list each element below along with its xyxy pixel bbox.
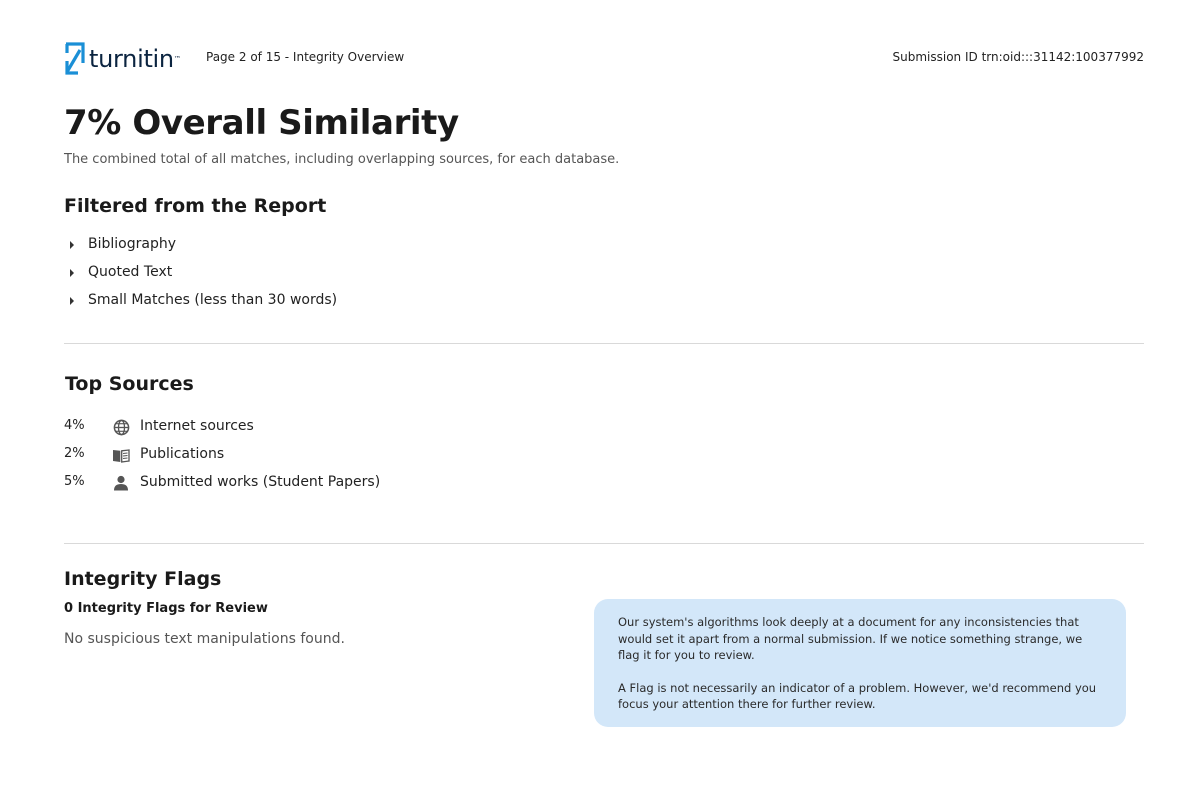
filtered-item-label: Quoted Text bbox=[88, 264, 173, 280]
source-row-submitted-works bbox=[64, 474, 380, 502]
source-label: Internet sources bbox=[140, 418, 254, 434]
overall-similarity-subtitle: The combined total of all matches, including overlapping sources, for each database. bbox=[64, 152, 620, 167]
source-label: Submitted works (Student Papers) bbox=[140, 474, 381, 490]
book-icon bbox=[112, 446, 130, 464]
section-divider bbox=[64, 343, 1144, 344]
source-percent: 2% bbox=[64, 446, 85, 461]
caret-right-icon bbox=[70, 297, 74, 305]
top-sources-list bbox=[64, 418, 380, 502]
info-paragraph: A Flag is not necessarily an indicator of a problem. However, we'd recommend you focus your attention there for further review. bbox=[618, 680, 1097, 711]
source-row-internet bbox=[64, 418, 380, 446]
section-divider bbox=[64, 543, 1144, 544]
caret-right-icon bbox=[70, 269, 74, 277]
turnitin-logo-icon bbox=[64, 41, 86, 75]
filtered-item-label: Small Matches (less than 30 words) bbox=[88, 292, 338, 308]
filtered-item-small-matches bbox=[70, 292, 337, 320]
source-row-publications bbox=[64, 446, 380, 474]
top-sources-heading: Top Sources bbox=[65, 373, 194, 395]
person-icon bbox=[112, 474, 130, 492]
integrity-flags-heading: Integrity Flags bbox=[64, 568, 222, 590]
logo-wordmark: turnitin™ bbox=[89, 45, 181, 73]
info-paragraph: Our system's algorithms look deeply at a document for any inconsistencies that would set it apart from a normal submission. If we notice something strange, we flag it for you to review. bbox=[618, 615, 1083, 662]
source-percent: 4% bbox=[64, 418, 85, 433]
filtered-heading: Filtered from the Report bbox=[64, 195, 327, 217]
integrity-info-box bbox=[594, 599, 1126, 727]
turnitin-logo bbox=[64, 41, 181, 75]
integrity-flags-count: 0 Integrity Flags for Review bbox=[64, 601, 268, 616]
filtered-item-quoted-text bbox=[70, 264, 337, 292]
filtered-list bbox=[70, 236, 337, 320]
globe-icon bbox=[112, 418, 130, 436]
source-label: Publications bbox=[140, 446, 225, 462]
source-percent: 5% bbox=[64, 474, 85, 489]
filtered-item-label: Bibliography bbox=[88, 236, 176, 252]
page-info: Page 2 of 15 - Integrity Overview bbox=[206, 50, 405, 64]
overall-similarity-title: 7% Overall Similarity bbox=[64, 103, 459, 143]
caret-right-icon bbox=[70, 241, 74, 249]
integrity-flags-status: No suspicious text manipulations found. bbox=[64, 631, 345, 647]
submission-id: Submission ID trn:oid:::31142:100377992 bbox=[892, 50, 1144, 64]
filtered-item-bibliography bbox=[70, 236, 337, 264]
